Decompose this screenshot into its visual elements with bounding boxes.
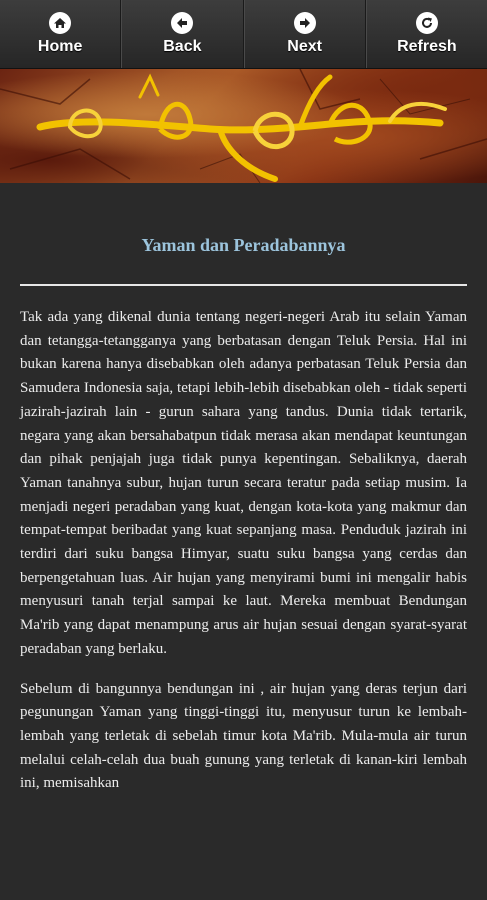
article-paragraph: Sebelum di bangunnya bendungan ini , air hujan yang deras terjun dari pegunungan Yaman yang tinggi-tinggi itu, menyusur turun ke lembah-lembah yang terletak di sebelah timur kota Ma'rib. Mula-mula air turun melalui celah-celah dua buah gunung yang terletak di kanan-kiri lembah ini, memisahkan [20, 680, 467, 792]
refresh-icon [416, 12, 438, 34]
article-title: Yaman dan Peradabannya [141, 235, 346, 255]
back-label: Back [163, 38, 202, 55]
home-label: Home [37, 38, 83, 55]
back-button[interactable] [121, 0, 243, 68]
calligraphy-banner [0, 69, 487, 183]
arrow-left-icon [171, 12, 193, 34]
navbar [0, 0, 487, 69]
home-button[interactable] [0, 0, 121, 68]
calligraphy-art [0, 69, 487, 183]
next-label: Next [287, 38, 322, 55]
title-divider [20, 284, 467, 286]
arrow-right-icon [294, 12, 316, 34]
refresh-button[interactable] [366, 0, 487, 68]
article-content [0, 183, 487, 900]
article-paragraph: Tak ada yang dikenal dunia tentang negeri-negeri Arab itu selain Yaman dan tetangga-tetangganya yang berbatasan dengan Teluk Persia. Hal ini bukan karena hanya disebabkan oleh adanya perbatasan Teluk Persia dan Samudera Indonesia saja, tetapi lebih-lebih disebabkan oleh - tidak seperti jazirah-jazirah lain - gurun sahara yang tandus. Dunia tidak tertarik, negara yang akan bersahabatpun tidak merasa akan mendapat keuntungan dan pihak penjajah juga tidak punya kepentingan. Sebaliknya, daerah Yaman tanahnya subur, hujan turun secara teratur pada setiap musim. Ia menjadi negeri peradaban yang kuat, dengan kota-kota yang makmur dan tempat-tempat beribadat yang kuat sepanjang masa. Penduduk jazirah ini terdiri dari suku bangsa Himyar, suatu suku bangsa yang cerdas dan berpengetahuan luas. Air hujan yang menyirami bumi ini mengalir habis menyusuri tanah terjal sampai ke laut. Mereka membuat Bendungan Ma'rib yang dapat menampung arus air hujan sesuai dengan syarat-syarat peradaban yang berlaku. [20, 309, 467, 657]
next-button[interactable] [244, 0, 366, 68]
refresh-label: Refresh [397, 38, 457, 55]
home-icon [49, 12, 71, 34]
